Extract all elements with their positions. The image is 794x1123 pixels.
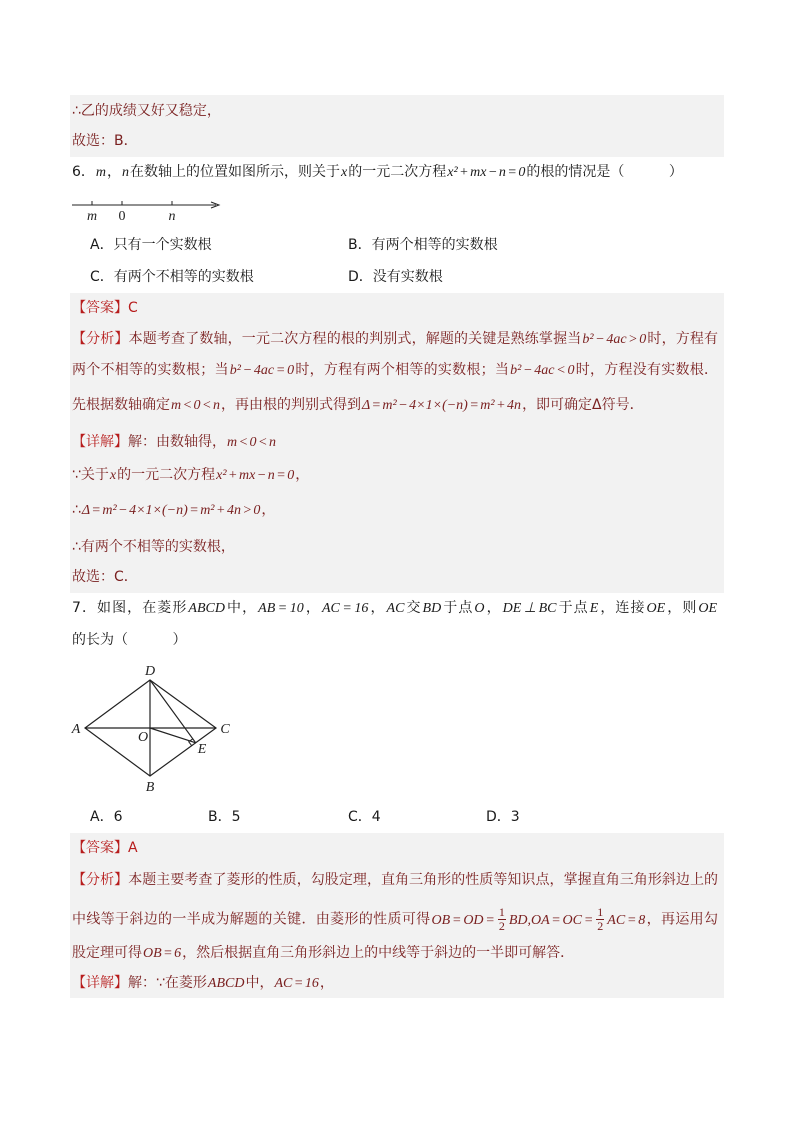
label-m: m [86, 209, 98, 224]
q6-answer [72, 298, 138, 318]
analysis-text: 中线等于斜边的一半成为解题的关键．由菱形的性质可得 [72, 911, 431, 928]
detail-text: 的一元二次方程 [117, 467, 216, 483]
var-x: x [341, 165, 348, 180]
q6-option-c: C．有两个不相等的实数根 [90, 269, 254, 285]
stem-text: 在数轴上的位置如图所示，则关于 [130, 164, 341, 180]
answer-value: C [128, 300, 138, 316]
stem-text: 7．如图，在菱形 [72, 600, 188, 616]
stem-text: ， [107, 164, 122, 180]
fraction-numerator: 1 [597, 905, 604, 919]
analysis-text: ，再由根的判别式得到 [221, 397, 362, 413]
detail-text: ， [295, 467, 310, 483]
analysis-text: 本题考查了数轴，一元二次方程的根的判别式，解题的关键是熟练掌握当 [128, 331, 582, 347]
stem-text: ， [369, 600, 386, 616]
q7-stem-line1 [72, 598, 718, 618]
analysis-text: 本题主要考查了菱形的性质，勾股定理，直角三角形的性质等知识点，掌握直角三角形斜边上的 [128, 872, 719, 888]
math-expr: Δ = m² − 4×1×(−n) = m² + 4n > 0 [81, 503, 261, 518]
label-d: D [144, 664, 156, 679]
math-expr: E [589, 601, 599, 616]
math-expr: x² + mx − n = 0 [216, 468, 295, 483]
q6-analysis-line2 [72, 360, 718, 380]
math-expr: OB = OD = [431, 912, 495, 928]
segment-oe [150, 728, 196, 743]
stem-text: ， [304, 600, 321, 616]
answer-blank: （ ） [610, 164, 683, 180]
detail-text: 解：由数轴得， [128, 434, 226, 450]
analysis-text: 两个不相等的实数根；当 [72, 362, 229, 378]
fraction-denominator: 2 [597, 919, 604, 933]
q7-option-a: A．6 [90, 809, 123, 825]
label-zero: 0 [118, 209, 126, 224]
stem-text: 交 [405, 600, 422, 616]
fraction-one-half [596, 906, 604, 933]
detail-label: 【详解】 [72, 975, 128, 991]
detail-text: ， [261, 502, 276, 518]
analysis-text: 先根据数轴确定 [72, 397, 170, 413]
detail-text: ∴ [72, 502, 81, 518]
var-m: m [95, 165, 107, 180]
analysis-text: 时，方程有两个相等的实数根；当 [295, 362, 510, 378]
segment-de [150, 680, 196, 743]
var-x: x [109, 468, 117, 483]
math-expr: AC = 8 [607, 912, 646, 928]
analysis-text: ，然后根据直角三角形斜边上的中线等于斜边的一半即可解答． [182, 945, 575, 961]
analysis-text: 时，方程没有实数根． [575, 362, 719, 378]
q6-detail-line5: 故选：C． [72, 569, 138, 585]
number-line [70, 190, 225, 225]
q6-detail-line2 [72, 465, 309, 485]
answer-value: A [128, 840, 138, 856]
answer-blank: （ ） [114, 632, 187, 648]
math-expr: m < 0 < n [171, 398, 221, 413]
math-expr: AC [386, 601, 405, 616]
math-expr: DE ⊥ BC [502, 601, 557, 616]
answer-label: 【答案】 [72, 840, 128, 856]
math-expr: b² − 4ac < 0 [510, 363, 575, 378]
math-expr: b² − 4ac > 0 [582, 332, 647, 347]
math-expr: BD,OA = OC = [508, 912, 594, 928]
detail-label: 【详解】 [72, 434, 128, 450]
label-n: n [168, 209, 176, 224]
q6-analysis-line3 [72, 395, 644, 415]
prev-choice: 故选：B． [72, 133, 138, 149]
analysis-text: ，即可确定Δ符号． [522, 397, 644, 413]
analysis-label: 【分析】 [72, 331, 129, 347]
stem-text: 于点 [442, 600, 474, 616]
q6-analysis-line1 [72, 329, 718, 349]
q7-option-d: D．3 [486, 809, 520, 825]
math-expr: OE [698, 601, 718, 616]
q7-analysis-line2 [72, 905, 719, 933]
q6-stem [72, 162, 683, 182]
q6-option-d: D．没有实数根 [348, 269, 443, 285]
q7-analysis-line3 [72, 943, 574, 963]
label-b: B [145, 780, 155, 795]
q6-detail-line4: ∴有两个不相等的实数根， [72, 539, 235, 555]
analysis-label: 【分析】 [72, 872, 129, 888]
q7-analysis-line1 [72, 870, 718, 890]
fraction-one-half [498, 906, 506, 933]
answer-label: 【答案】 [72, 300, 128, 316]
label-o: O [137, 730, 149, 745]
stem-text: 的一元二次方程 [348, 164, 447, 180]
analysis-text: ，再运用勾 [646, 911, 719, 928]
q7-option-b: B．5 [208, 809, 241, 825]
math-expr: b² − 4ac = 0 [229, 363, 295, 378]
math-expr: O [474, 601, 485, 616]
analysis-text: 股定理可得 [72, 945, 142, 961]
q6-option-a: A．只有一个实数根 [90, 237, 212, 253]
stem-text: 的长为 [72, 632, 114, 648]
q6-option-b: B．有两个相等的实数根 [348, 237, 498, 253]
q6-number: 6． [72, 164, 95, 180]
label-e: E [197, 742, 207, 757]
var-n: n [122, 165, 130, 180]
fraction-numerator: 1 [498, 905, 505, 919]
q7-stem-line2 [72, 630, 187, 650]
stem-text: 的根的情况是 [526, 164, 611, 180]
detail-text: 解：∵在菱形 [128, 975, 207, 991]
math-expr: OE [646, 601, 666, 616]
q6-detail-line1 [72, 432, 277, 452]
stem-text: ， [485, 600, 502, 616]
rhombus-figure [60, 660, 240, 800]
q6-detail-line3 [72, 500, 275, 520]
math-expr: OB = 6 [143, 946, 182, 961]
stem-text: 于点 [557, 600, 589, 616]
math-expr: AB = 10 [258, 601, 304, 616]
math-expr: BD [422, 601, 442, 616]
detail-text: ， [319, 975, 334, 991]
equation: x² + mx − n = 0 [447, 165, 526, 180]
stem-text: 中， [225, 600, 258, 616]
q7-option-c: C．4 [348, 809, 381, 825]
detail-text: ∵关于 [72, 467, 109, 483]
math-expr: AC = 16 [321, 601, 369, 616]
detail-text: 中， [245, 975, 274, 991]
prev-conclusion: ∴乙的成绩又好又稳定， [72, 103, 221, 119]
math-expr: Δ = m² − 4×1×(−n) = m² + 4n [362, 398, 522, 413]
fraction-denominator: 2 [498, 919, 505, 933]
label-a: A [71, 722, 81, 737]
stem-text: ，则 [666, 600, 698, 616]
math-expr: ABCD [188, 601, 225, 616]
q7-answer [72, 838, 138, 858]
math-expr: m < 0 < n [227, 435, 277, 450]
math-expr: AC = 16 [274, 976, 319, 991]
math-expr: ABCD [207, 976, 245, 991]
label-c: C [220, 722, 230, 737]
q7-detail-line1 [72, 973, 334, 993]
stem-text: ，连接 [599, 600, 646, 616]
analysis-text: 时，方程有 [647, 331, 719, 347]
